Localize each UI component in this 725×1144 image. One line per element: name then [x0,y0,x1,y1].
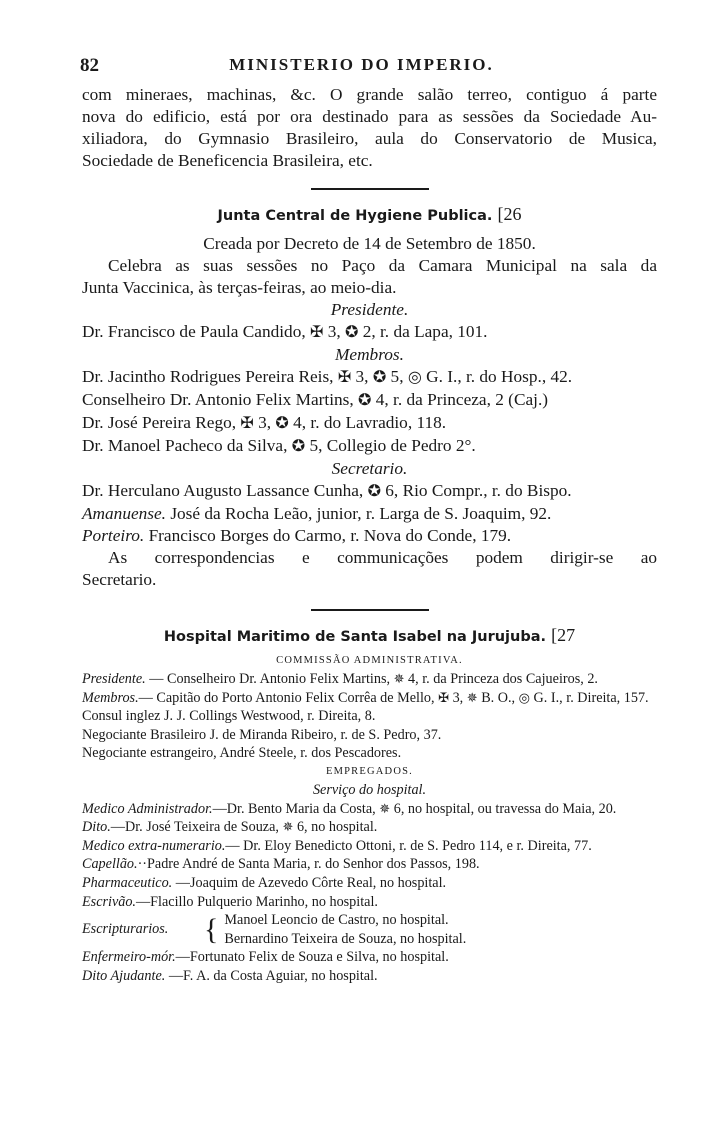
secretario-entry: Dr. Herculano Augusto Lassance Cunha, ✪ 6, Rio Compr., r. do Bispo. [82,481,572,500]
cross-order-icon: ✠ [337,369,352,386]
brace-glyph: { [204,912,219,946]
star-order-icon: ✵ [393,671,405,686]
text-line: As correspondencias e communicações podem dirigir-se ao [108,548,657,567]
junta-heading [82,204,657,225]
secretario-heading: Secretario. [331,459,408,478]
section-divider [311,609,429,611]
amanuense-label: Amanuense. [82,504,166,523]
rose-order-icon: ✪ [372,369,387,386]
cross-order-icon: ✠ [309,324,324,341]
text-line: Sociedade de Beneficencia Brasileira, etc. [82,151,373,170]
list-item: Manoel Leoncio de Castro, no hospital. [224,912,449,929]
text-line: xiliadora, do Gymnasio Brasileiro, aula do Conservatorio de Musica, [82,129,657,148]
medico-extra-numerario: Medico extra-numerario.— Dr. Eloy Benedicto Ottoni, r. de S. Pedro 114, e r. Direita, 77. [82,837,592,854]
page-header [80,55,643,81]
rose-order-icon: ✪ [358,392,372,409]
cross-order-icon: ✠ [240,415,254,432]
consul-entry: Consul inglez J. J. Collings Westwood, r. Direita, 8. [82,708,376,725]
escripturarios-list [224,911,657,948]
membro-entry: Dr. Jacintho Rodrigues Pereira Reis, ✠ 3, ✪ 5, ◎ G. I., r. do Hosp., 42. [82,367,573,386]
membro-entry: Dr. Manoel Pacheco da Silva, ✪ 5, Collegio de Pedro 2°. [82,436,476,455]
hospital-title: Hospital Maritimo de Santa Isabel na Jurujuba. [163,629,547,645]
membros-heading: Membros. [335,345,404,364]
page-number: 82 [80,55,99,76]
pharmaceutico-entry: Pharmaceutico. —Joaquim de Azevedo Côrte Real, no hospital. [82,874,447,891]
escrivao-entry: Escrivão.—Flacillo Pulquerio Marinho, no hospital. [82,893,378,910]
running-title: MINISTERIO DO IMPERIO. [229,55,494,74]
membro-entry: Dr. José Pereira Rego, ✠ 3, ✪ 4, r. do Lavradio, 118. [82,413,447,432]
rose-order-icon: ✪ [367,483,381,500]
junta-number: [26 [497,204,522,224]
star-order-icon: ✵ [379,800,391,816]
capellao-entry: Capellão.··Padre André de Santa Maria, r. do Senhor dos Passos, 198. [82,856,480,873]
commissao-heading: COMMISSÃO ADMINISTRATIVA. [276,655,463,666]
dito-entry: Dito.—Dr. José Teixeira de Souza, ✵ 6, no hospital. [82,819,378,836]
text-line: com mineraes, machinas, &c. O grande salão terreo, contiguo á parte [82,85,657,104]
star-order-icon: ✵ [282,819,294,835]
page-content [82,84,657,986]
empregados-heading: EMPREGADOS. [325,765,413,777]
amanuense-entry: Amanuense. José da Rocha Leão, junior, r. Larga de S. Joaquim, 92. [82,504,552,523]
negociante-entry: Negociante Brasileiro J. de Miranda Ribeiro, r. de S. Pedro, 37. [82,726,442,743]
cross-order-icon: ✠ [438,689,450,705]
text-line: Secretario. [82,570,157,589]
text-line: Junta Vaccinica, às terças-feiras, ao meio-dia. [82,278,397,297]
negociante-entry: Negociante estrangeiro, André Steele, r. dos Pescadores. [82,745,402,762]
circle-order-icon: ◎ [518,689,530,705]
junta-created: Creada por Decreto de 14 de Setembro de 1850. [203,234,536,253]
hospital-section [82,670,657,986]
hospital-number: [27 [551,625,576,645]
junta-section [82,233,657,591]
rose-order-icon: ✪ [345,324,359,341]
rose-order-icon: ✪ [275,415,289,432]
escripturarios-entry [82,911,657,948]
porteiro-label: Porteiro. [82,526,145,545]
servico-heading: Serviço do hospital. [312,781,427,798]
presidente-heading: Presidente. [330,300,409,319]
hospital-presidente: Presidente. — Conselheiro Dr. Antonio Felix Martins, ✵ 4, r. da Princeza dos Cajueiros, 2. [82,671,598,687]
circle-order-icon: ◎ [407,369,422,386]
list-item: Bernardino Teixeira de Souza, no hospital. [224,930,467,947]
section-divider [311,188,429,190]
medico-administrador: Medico Administrador.—Dr. Bento Maria da Costa, ✵ 6, no hospital, ou travessa do Maia, 20. [82,800,617,817]
intro-paragraph [82,84,657,172]
text-line: nova do edificio, está por ora destinado para as sessões da Sociedade Au- [82,107,657,126]
ajudante-entry: Dito Ajudante. —F. A. da Costa Aguiar, no hospital. [82,967,378,984]
enfermeiro-entry: Enfermeiro-mór.—Fortunato Felix de Souza e Silva, no hospital. [82,949,449,966]
junta-title: Junta Central de Hygiene Publica. [217,208,493,224]
membro-entry: Conselheiro Dr. Antonio Felix Martins, ✪ 4, r. da Princeza, 2 (Caj.) [82,390,549,409]
porteiro-entry: Porteiro. Francisco Borges do Carmo, r. Nova do Conde, 179. [82,526,512,545]
rose-order-icon: ✪ [291,438,306,455]
escripturarios-label: Escripturarios. [82,921,169,938]
text-line: Celebra as suas sessões no Paço da Camara Municipal na sala da [108,256,657,275]
star-order-icon: ✵ [466,689,478,705]
presidente-entry: Dr. Francisco de Paula Candido, ✠ 3, ✪ 2, r. da Lapa, 101. [82,322,488,341]
hospital-heading [82,625,657,646]
hospital-membros: Membros.— Capitão do Porto Antonio Felix Corrêa de Mello, ✠ 3, ✵ B. O., ◎ G. I., r. Direita, 157. [82,689,649,706]
